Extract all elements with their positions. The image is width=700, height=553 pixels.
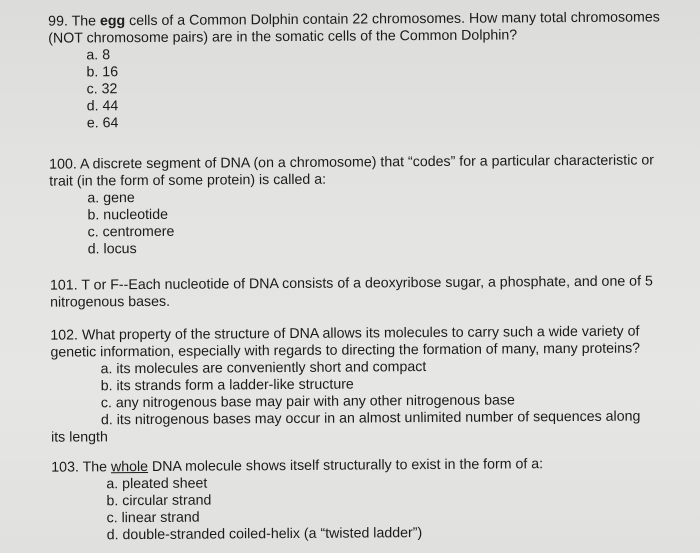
question-stem: A discrete segment of DNA (on a chromosome) that “codes” for a particular characteristic or trait (in the form of some protein) is called a: [49, 152, 655, 190]
question-number: 103. [51, 459, 79, 476]
question-tail: its length [51, 429, 108, 446]
option-a: a. gene [87, 190, 135, 207]
question-number: 99. [48, 13, 68, 30]
question-stem: What property of the structure of DNA allows its molecules to carry such a wide variety of genetic information, especially with regards to directing the formation of many, many proteins? [50, 323, 641, 361]
answer-options [86, 43, 679, 132]
question-103 [51, 455, 682, 544]
option-d: d. double-stranded coiled-helix (a “twisted ladder”) [106, 525, 423, 544]
question-102 [50, 323, 681, 446]
question-stem-post: DNA molecule shows itself structurally to exist in the form of a: [147, 456, 544, 475]
question-99 [48, 9, 679, 132]
option-b: b. circular strand [106, 492, 212, 510]
option-c: c. any nitrogenous base may pair with any other nitrogenous base [100, 392, 515, 412]
question-100 [49, 152, 680, 258]
option-d: d. locus [87, 241, 137, 258]
option-c: c. linear strand [106, 509, 200, 527]
question-101 [50, 273, 680, 311]
option-d: d. its nitrogenous bases may occur in an almost unlimited number of sequences along [100, 408, 641, 429]
question-number: 102. [50, 327, 79, 344]
question-stem-emphasis: egg [99, 13, 126, 30]
option-a: a. 8 [86, 47, 111, 64]
question-stem-emphasis: whole [110, 458, 149, 476]
option-e: e. 64 [86, 115, 119, 132]
option-b: b. 16 [86, 64, 119, 81]
question-stem-post: cells of a Common Dolphin contain 22 chromosomes. How many total chromosomes (NOT chromosome pairs) are in the somatic cells of the Common Dolphin? [48, 9, 660, 47]
option-b: b. its strands form a ladder-like structure [100, 376, 354, 395]
question-number: 100. [49, 156, 77, 173]
option-a: a. its molecules are conveniently short and compact [100, 359, 427, 378]
question-stem: T or F--Each nucleotide of DNA consists of a deoxyribose sugar, a phosphate, and one of 5 nitrogenous bases. [50, 273, 653, 311]
option-d: d. 44 [86, 98, 119, 115]
option-c: c. 32 [86, 81, 118, 98]
option-b: b. nucleotide [87, 206, 169, 224]
question-stem-pre: The [82, 459, 112, 476]
question-number: 101. [49, 277, 78, 294]
option-a: a. pleated sheet [106, 475, 208, 493]
answer-options [106, 472, 681, 544]
answer-options [101, 357, 681, 429]
answer-options [87, 186, 679, 258]
option-c: c. centromere [87, 223, 175, 241]
question-stem-pre: The [71, 13, 101, 30]
